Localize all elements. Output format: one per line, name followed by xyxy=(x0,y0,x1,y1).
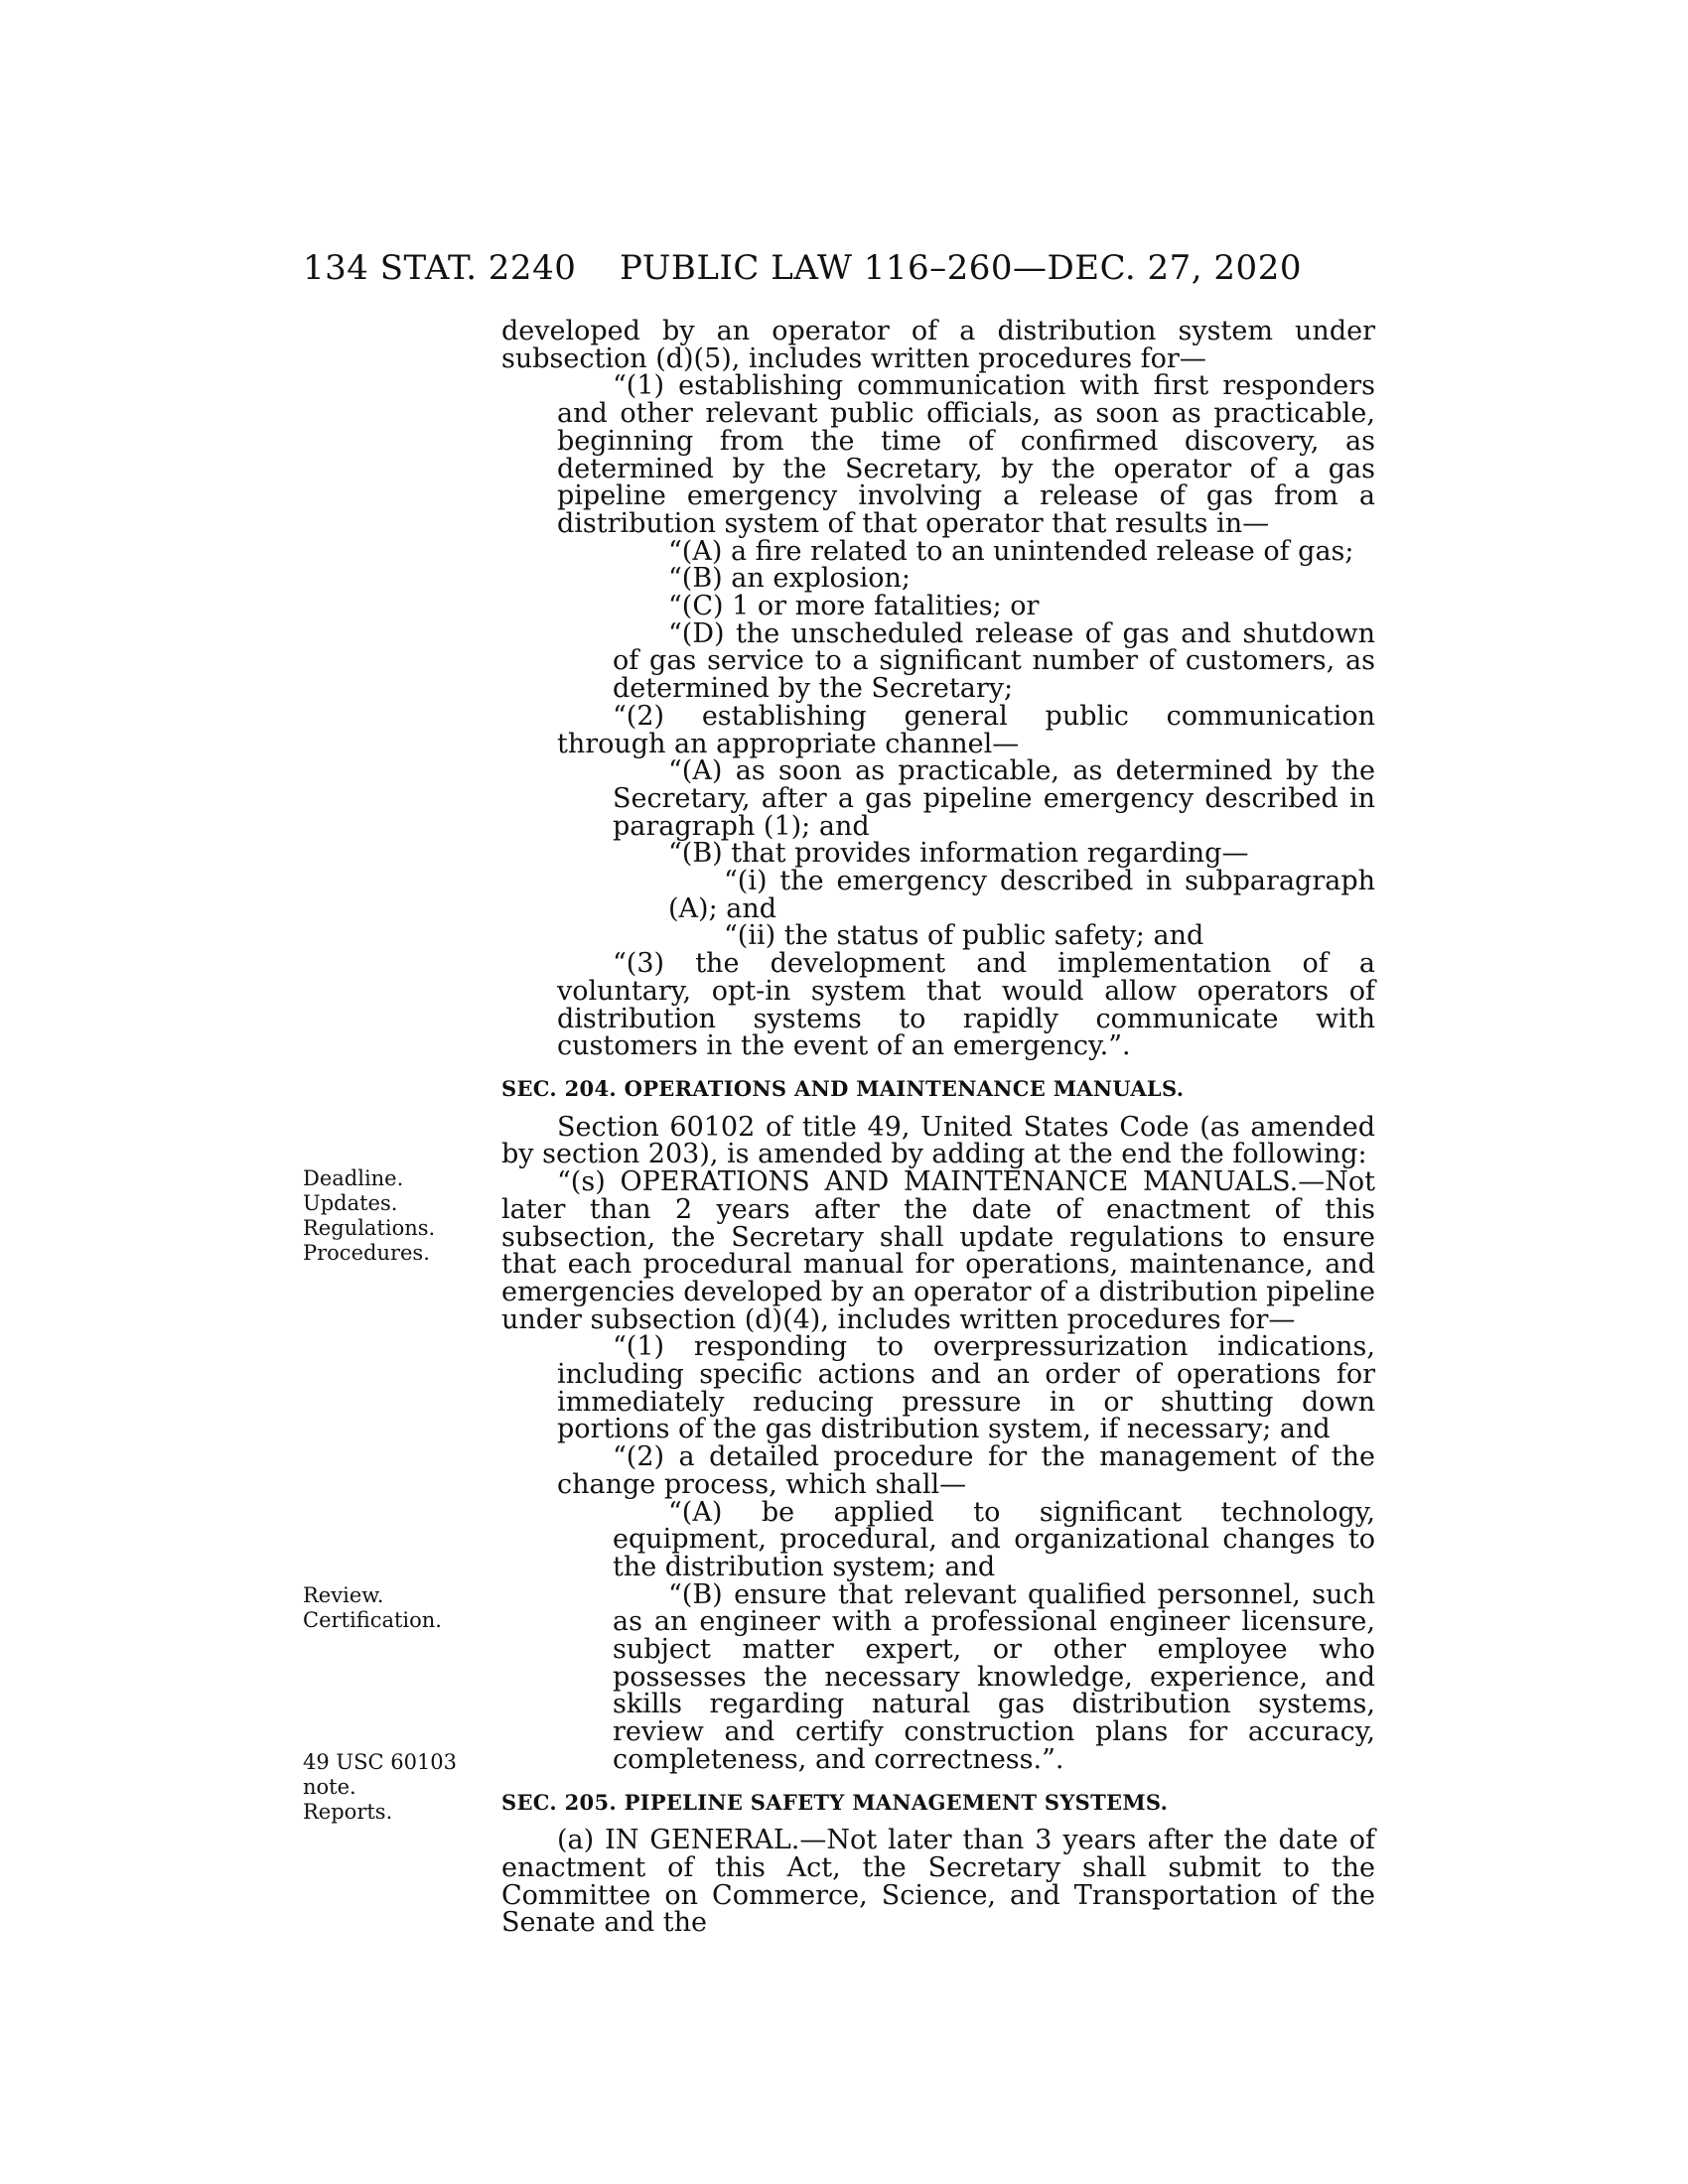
paragraph: Section 60102 of title 49, United States Code (as amended by section 203), is amended by adding at the end the following: xyxy=(501,1111,1375,1170)
paragraph: “(C) 1 or more fatalities; or xyxy=(668,591,1040,622)
paragraph: “(B) an explosion; xyxy=(668,563,911,595)
paragraph: “(1) responding to overpressurization indications, including specific actions and an order of operations for immediately reducing pressure in or shutting down portions of the gas distribution system, if necessary; and xyxy=(557,1331,1375,1445)
paragraph: “(A) as soon as practicable, as determined by the Secretary, after a gas pipeline emergency described in paragraph (1); and xyxy=(613,755,1375,842)
paragraph: “(ii) the status of public safety; and xyxy=(724,920,1204,952)
margin-note-review: Review. Certification. xyxy=(303,1583,442,1632)
paragraph: (a) IN GENERAL.—Not later than 3 years after the date of enactment of this Act, the Secretary shall submit to the Committee on Commerce, Science, and Transportation of the Senate and the xyxy=(501,1825,1375,1939)
paragraph: “(2) a detailed procedure for the management of the change process, which shall— xyxy=(557,1441,1375,1500)
paragraph: “(A) a fire related to an unintended release of gas; xyxy=(668,535,1354,567)
margin-note-usc: 49 USC 60103 note. Reports. xyxy=(303,1750,458,1824)
paragraph: “(A) be applied to significant technology, equipment, procedural, and organizational changes to the distribution system; and xyxy=(613,1496,1375,1582)
running-header-title: PUBLIC LAW 116–260—DEC. 27, 2020 xyxy=(620,248,1302,288)
paragraph: “(D) the unscheduled release of gas and shutdown of gas service to a significant number of customers, as determined by the Secretary; xyxy=(613,617,1375,705)
page-stat-citation: 134 STAT. 2240 xyxy=(303,248,577,288)
paragraph: “(2) establishing general public communication through an appropriate channel— xyxy=(557,700,1375,759)
margin-note-deadline: Deadline. Updates. Regulations. Procedures. xyxy=(303,1166,436,1265)
paragraph: “(B) that provides information regarding— xyxy=(668,838,1249,870)
paragraph: developed by an operator of a distribution system under subsection (d)(5), includes written procedures for— xyxy=(501,316,1375,374)
paragraph: “(B) ensure that relevant qualified personnel, such as an engineer with a professional engineer licensure, subject matter expert, or other employee who possesses the necessary knowledge, experience, and skills regarding natural gas distribution systems, review and certify construction plans for accuracy, completeness, and correctness.”. xyxy=(613,1578,1375,1775)
section-heading: SEC. 205. PIPELINE SAFETY MANAGEMENT SYSTEMS. xyxy=(501,1789,1169,1815)
paragraph: “(3) the development and implementation of a voluntary, opt-in system that would allow operators of distribution systems to rapidly communicate with customers in the event of an emergency.”. xyxy=(557,948,1375,1062)
paragraph: “(i) the emergency described in subparagraph (A); and xyxy=(668,866,1375,924)
paragraph: “(1) establishing communication with first responders and other relevant public officials, as soon as practicable, beginning from the time of confirmed discovery, as determined by the Secretary, by the operator of a gas pipeline emergency involving a release of gas from a distribution system of that operator that results in— xyxy=(557,370,1375,539)
statute-body xyxy=(501,318,1375,1937)
paragraph: “(s) OPERATIONS AND MAINTENANCE MANUALS.—Not later than 2 years after the date of enactment of this subsection, the Secretary shall update regulations to ensure that each procedural manual for operations, maintenance, and emergencies developed by an operator of a distribution pipeline under subsection (d)(4), includes written procedures for— xyxy=(501,1166,1375,1335)
section-heading: SEC. 204. OPERATIONS AND MAINTENANCE MANUALS. xyxy=(501,1075,1185,1101)
